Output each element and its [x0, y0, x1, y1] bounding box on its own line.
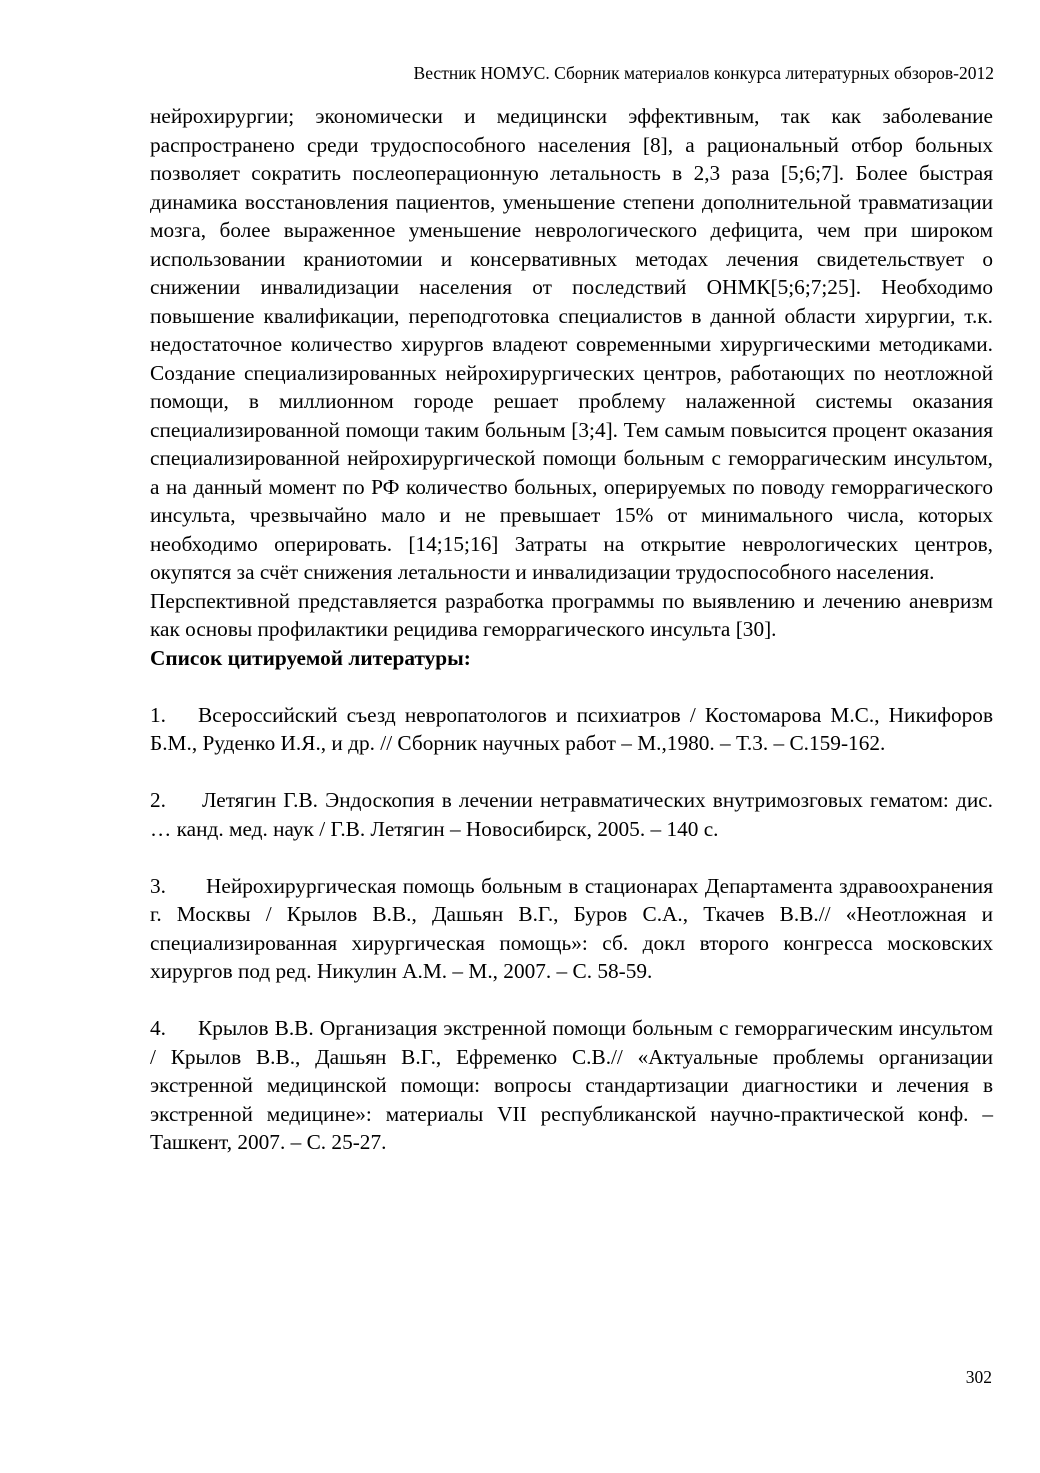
reference-text: Крылов В.В. Организация экстренной помощи больным с геморрагическим инсультом / Крылов В.В., Дашьян В.Г., Ефременко С.В.// «Актуальные проблемы организации экстренной медицинской помощи: вопросы стандартизации диагностики и лечения в экстренной медицине»: материалы VII республиканской научно-практической конф. – Ташкент, 2007. – С. 25-27.	[150, 1016, 993, 1154]
reference-text: Нейрохирургическая помощь больным в стационарах Департамента здравоохранения г. Москвы / Крылов В.В., Дашьян В.Г., Буров С.А., Ткачев В.В.// «Неотложная и специализированная хирургическая помощь»: сб. докл второго конгресса московских хирургов под ред. Никулин А.М. – М., 2007. – С. 58-59.	[150, 873, 993, 983]
reference-number: 4.	[150, 1016, 166, 1040]
reference-number: 2.	[150, 788, 166, 812]
reference-item-1	[150, 701, 993, 758]
body-paragraph-2: Перспективной представляется разработка программы по выявлению и лечению аневризм как основы профилактики рецидива геморрагического инсульта [30].	[150, 588, 993, 641]
body-paragraph-1: нейрохирургии; экономически и медицински эффективным, так как заболевание распространено среди трудоспособного населения [8], а рациональный отбор больных позволяет сократить послеоперационную летальность в 2,3 раза [5;6;7]. Более быстрая динамика восстановления пациентов, уменьшение степени дополнительной травматизации мозга, более выраженное уменьшение неврологического дефицита, чем при широком использовании краниотомии и консервативных методах лечения свидетельствует о снижении инвалидизации населения от последствий ОНМК[5;6;7;25]. Необходимо повышение квалификации, переподготовка специалистов в данной области хирургии, т.к. недостаточное количество хирургов владеют современными хирургическими методиками. Создание специализированных нейрохирургических центров, работающих по неотложной помощи, в миллионном городе решает проблему налаженной системы оказания специализированной помощи таким больным [3;4]. Тем самым повысится процент оказания специализированной нейрохирургической помощи больным с геморрагическим инсультом, а на данный момент по РФ количество больных, оперируемых по поводу геморрагического инсульта, чрезвычайно мало и не превышает 15% от минимального числа, которых необходимо оперировать. [14;15;16] Затраты на открытие неврологических центров, окупятся за счёт снижения летальности и инвалидизации трудоспособного населения.	[150, 104, 993, 584]
reference-text: Всероссийский съезд невропатологов и психиатров / Костомарова М.С., Никифоров Б.М., Руденко И.Я., и др. // Сборник научных работ – М.,1980. – Т.3. – С.159-162.	[150, 702, 993, 755]
reference-number: 3.	[150, 873, 166, 898]
running-header: Вестник НОМУС. Сборник материалов конкурса литературных обзоров-2012	[413, 63, 994, 83]
reference-item-4	[150, 1014, 993, 1157]
reference-text: Летягин Г.В. Эндоскопия в лечении нетравматических внутримозговых гематом: дис. … канд. мед. наук / Г.В. Летягин – Новосибирск, 2005. – 140 с.	[150, 788, 993, 841]
page-number: 302	[965, 1367, 992, 1387]
references-title: Список цитируемой литературы:	[150, 645, 471, 670]
reference-item-2	[150, 786, 993, 843]
reference-item-3	[150, 872, 993, 986]
reference-number: 1.	[150, 702, 166, 727]
page-content	[150, 102, 993, 1157]
